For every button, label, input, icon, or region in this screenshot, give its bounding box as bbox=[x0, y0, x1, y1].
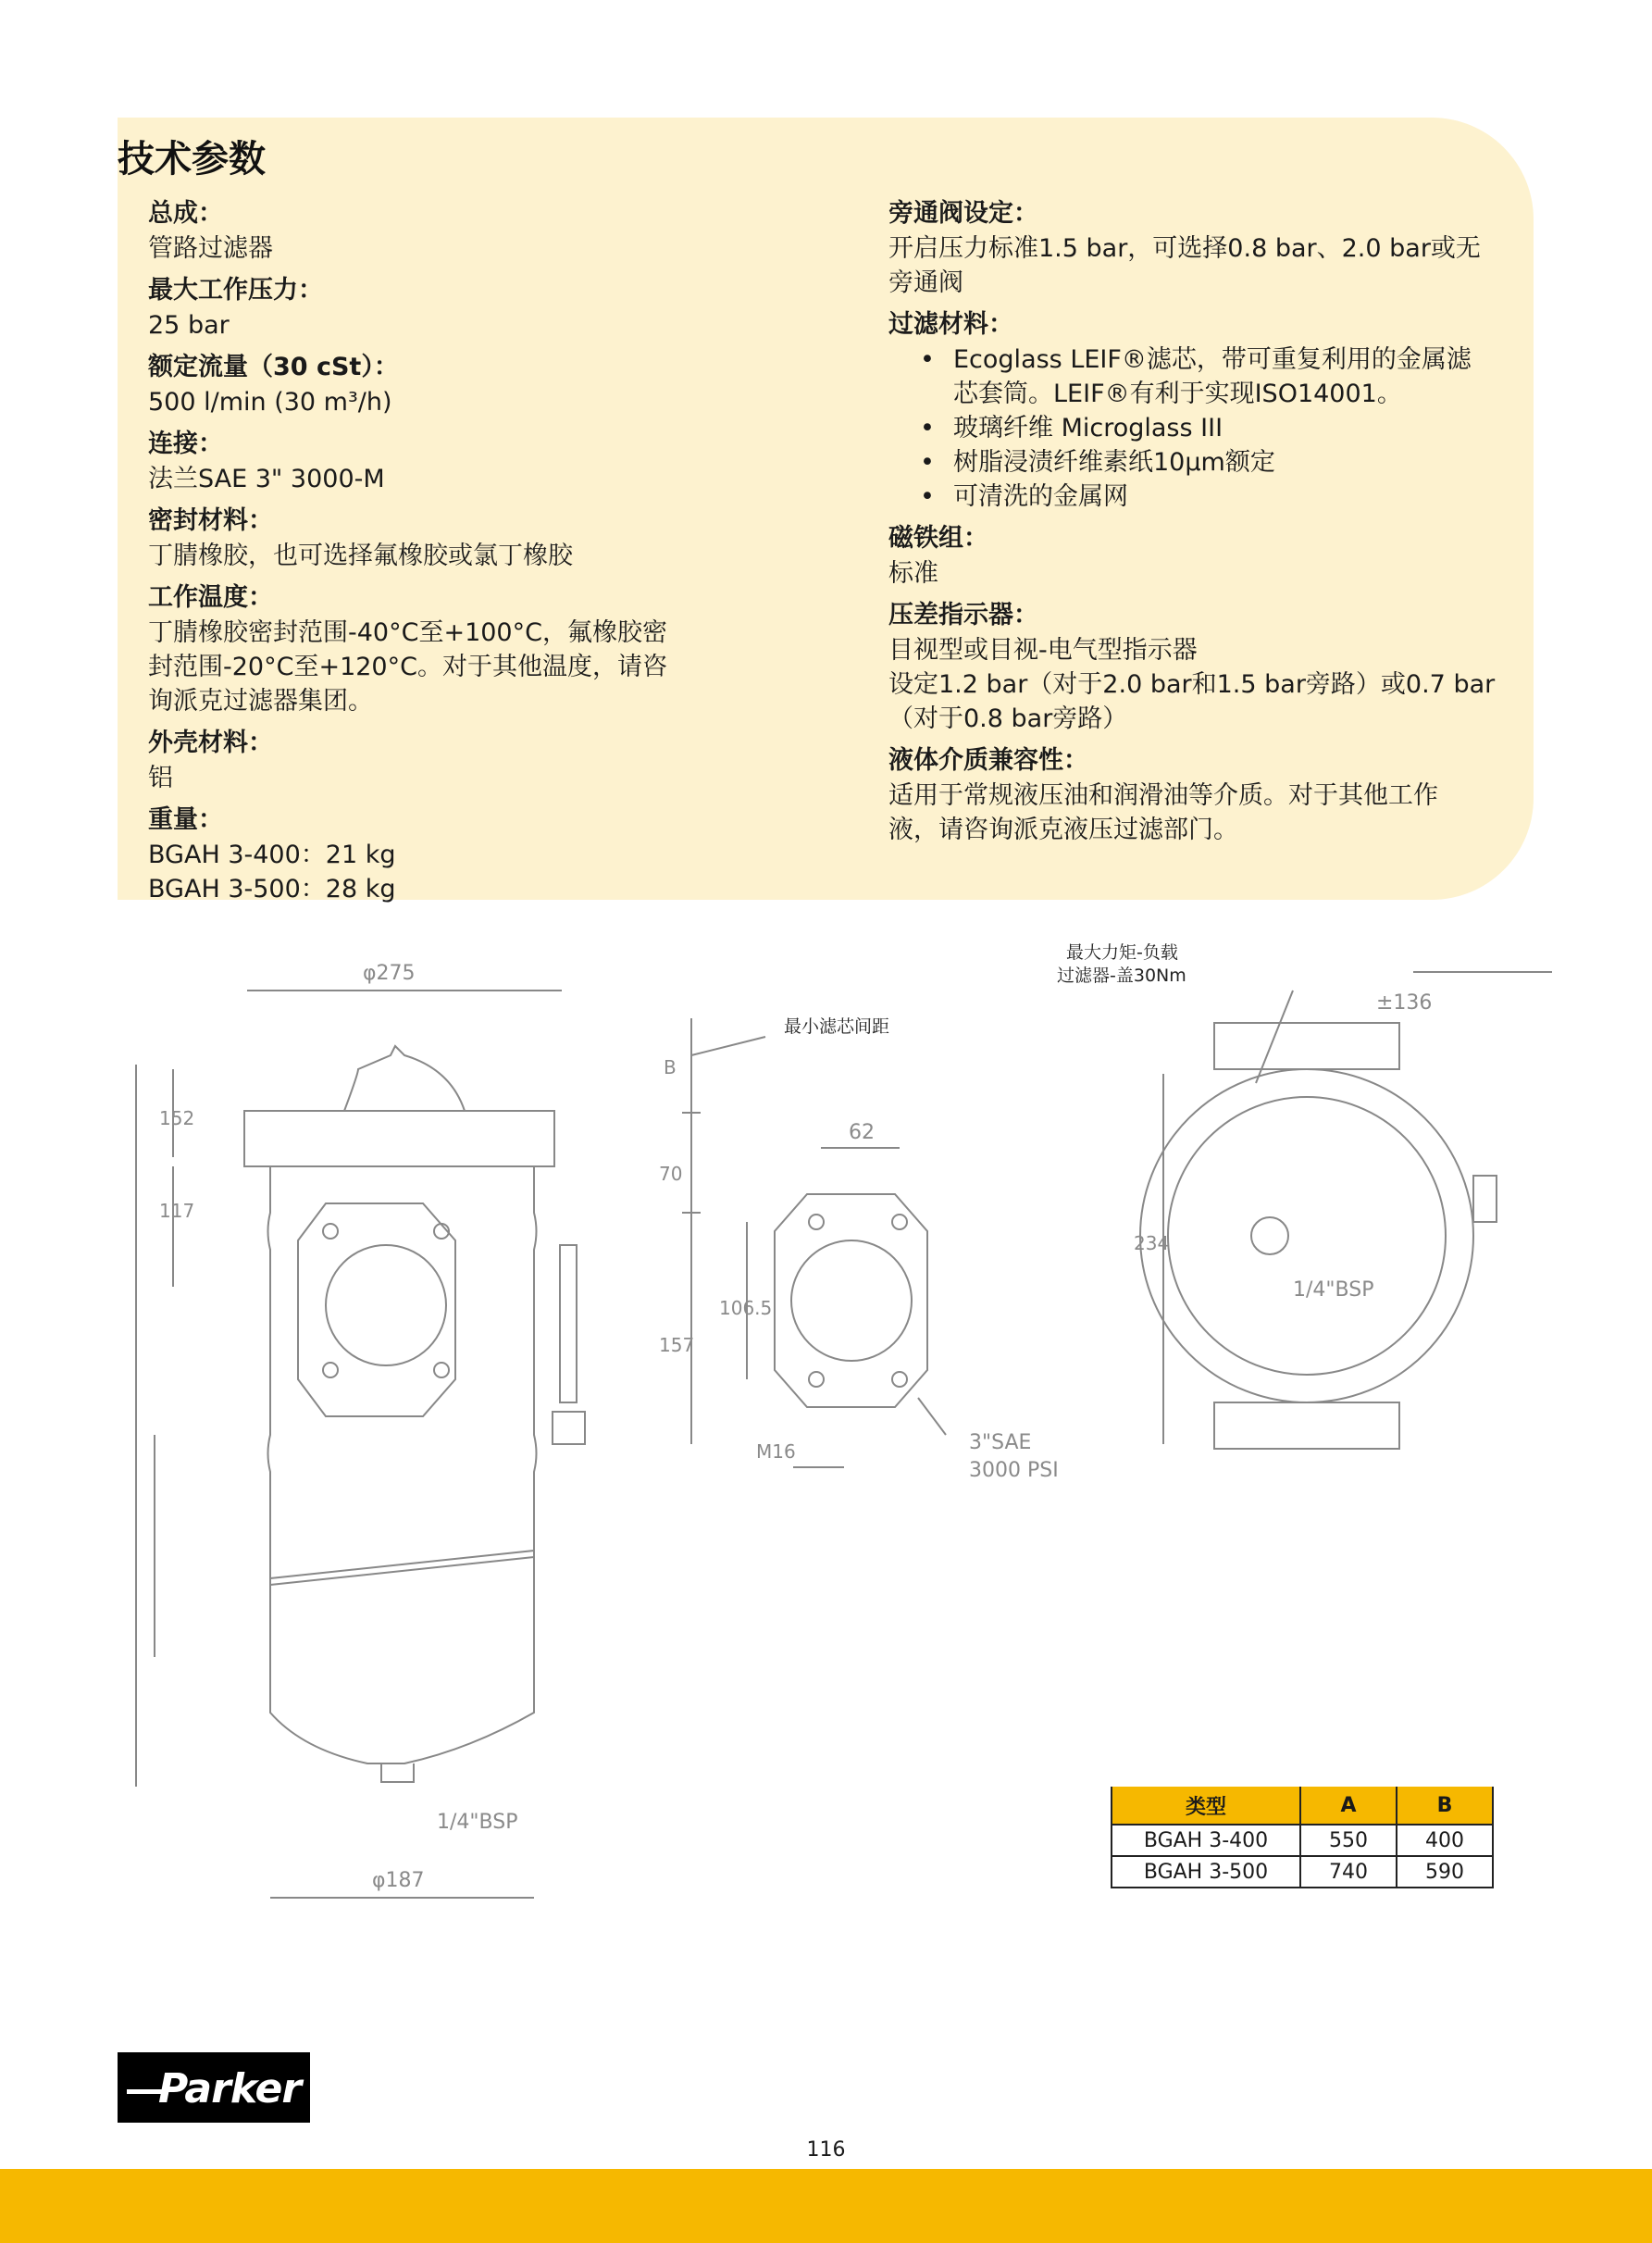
footer-band bbox=[0, 2169, 1652, 2243]
parker-logo: Parker bbox=[118, 2052, 310, 2123]
sae-label: 3"SAE bbox=[969, 1431, 1032, 1454]
list-item: • Ecoglass LEIF®滤芯，带可重复利用的金属滤 芯套筒。LEIF®有利于实现ISO14001。 bbox=[953, 343, 1518, 411]
spec-housing: 外壳材料： 铝 bbox=[148, 729, 273, 792]
spec-connection: 连接： 法兰SAE 3" 3000-M bbox=[148, 430, 385, 493]
dim-70: 70 bbox=[659, 1163, 683, 1185]
dim-234: 234 bbox=[1134, 1232, 1170, 1254]
bsp-bottom-label: 1/4"BSP bbox=[437, 1811, 518, 1834]
dim-top-diameter: φ275 bbox=[363, 962, 416, 985]
list-item: • 可清洗的金属网 bbox=[953, 480, 1518, 514]
dim-b: B bbox=[664, 1056, 677, 1078]
page-number: 116 bbox=[806, 2138, 846, 2162]
spec-filter-media: 过滤材料： • Ecoglass LEIF®滤芯，带可重复利用的金属滤 芯套筒。LEIF®有利于实现ISO14001。 • 玻璃纤维 Microglass III • 树脂浸渍纤维素纸10μm额定 • 可清洗的金属网 bbox=[888, 307, 1518, 514]
spec-temperature: 工作温度： 丁腈橡胶密封范围-40°C至+100°C，氟橡胶密 封范围-20°C至+120°C。对于其他温度，请咨 询派克过滤器集团。 bbox=[148, 583, 667, 716]
spec-column-left bbox=[148, 196, 740, 914]
note-torque-2: 过滤器-盖30Nm bbox=[1057, 966, 1186, 986]
dim-106: 106.5 bbox=[719, 1297, 773, 1319]
dim-62: 62 bbox=[849, 1121, 875, 1144]
dim-157: 157 bbox=[659, 1334, 695, 1356]
spec-seal: 密封材料： 丁腈橡胶，也可选择氟橡胶或氯丁橡胶 bbox=[148, 506, 573, 570]
note-torque-1: 最大力矩-负载 bbox=[1066, 942, 1178, 963]
spec-flow: 额定流量（30 cSt）： 500 l/min (30 m³/h) bbox=[148, 353, 399, 417]
spec-assembly: 总成： 管路过滤器 bbox=[148, 199, 273, 263]
dim-117: 117 bbox=[159, 1200, 195, 1222]
dim-152: 152 bbox=[159, 1107, 195, 1129]
filter-media-list bbox=[888, 343, 1518, 514]
spec-weight: 重量： BGAH 3-400：21 kg BGAH 3-500：28 kg bbox=[148, 805, 396, 903]
list-item: • 树脂浸渍纤维素纸10μm额定 bbox=[953, 445, 1518, 480]
bsp-right-label: 1/4"BSP bbox=[1293, 1278, 1374, 1302]
model-table bbox=[1111, 1787, 1494, 1888]
spec-magnet: 磁铁组： 标准 bbox=[888, 524, 988, 588]
spec-bypass: 旁通阀设定： 开启压力标准1.5 bar，可选择0.8 bar、2.0 bar或无 旁通阀 bbox=[888, 199, 1481, 297]
header-b: B bbox=[1397, 1787, 1493, 1825]
dim-136: ±136 bbox=[1376, 991, 1433, 1015]
spec-fluid-compat: 液体介质兼容性： 适用于常规液压油和润滑油等介质。对于其他工作 液，请咨询派克液压过滤部门。 bbox=[888, 746, 1438, 844]
psi-label: 3000 PSI bbox=[969, 1459, 1059, 1482]
header-type: 类型 bbox=[1112, 1787, 1300, 1825]
section-title: 技术参数 bbox=[118, 138, 266, 181]
dim-m16: M16 bbox=[756, 1440, 796, 1463]
spec-indicator: 压差指示器： 目视型或目视-电气型指示器 设定1.2 bar（对于2.0 bar和1.5 bar旁路）或0.7 bar （对于0.8 bar旁路） bbox=[888, 601, 1496, 733]
note-min-clearance: 最小滤芯间距 bbox=[784, 1016, 890, 1037]
spec-max-pressure: 最大工作压力： 25 bar bbox=[148, 276, 323, 340]
table-row: BGAH 3-400 550 400 bbox=[1112, 1825, 1493, 1856]
dim-bottom-diameter: φ187 bbox=[372, 1869, 425, 1892]
table-row: BGAH 3-500 740 590 bbox=[1112, 1856, 1493, 1888]
header-a: A bbox=[1300, 1787, 1397, 1825]
table-header-row bbox=[1112, 1787, 1493, 1825]
list-item: • 玻璃纤维 Microglass III bbox=[953, 411, 1518, 445]
spec-column-right bbox=[888, 196, 1518, 854]
technical-drawing bbox=[118, 916, 1561, 1935]
